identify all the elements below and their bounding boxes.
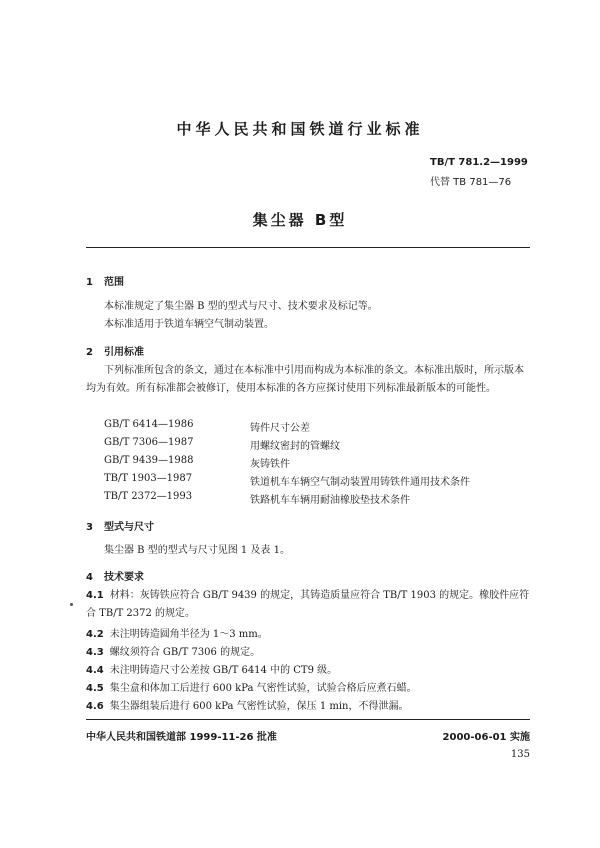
standard-org-header: 中华人民共和国铁道行业标准 xyxy=(176,120,424,138)
standard-code: TB/T 781.2—1999 xyxy=(430,157,528,168)
section-number: 4 xyxy=(86,572,93,583)
ref-code: TB/T 1903—1987 xyxy=(104,473,193,484)
ref-title: 用螺纹密封的管螺纹 xyxy=(250,441,340,452)
document-title: 集尘器 B型 xyxy=(252,211,348,229)
section-title: 型式与尺寸 xyxy=(104,522,154,533)
requirement-text: 未注明铸造尺寸公差按 GB/T 6414 中的 CT9 级。 xyxy=(109,665,338,676)
requirement-item xyxy=(86,587,532,623)
section-title: 技术要求 xyxy=(104,572,144,583)
ref-title: 铸件尺寸公差 xyxy=(250,423,310,434)
requirement-item xyxy=(86,698,532,716)
scan-dot xyxy=(70,603,73,606)
requirement-text: 集尘盒和体加工后进行 600 kPa 气密性试验，试验合格后应煮石蜡。 xyxy=(109,683,417,694)
section-2-heading xyxy=(86,343,144,358)
ref-title: 灰铸铁件 xyxy=(250,459,290,470)
requirement-item xyxy=(86,680,532,698)
section-3-text: 集尘器 B 型的型式与尺寸见图 1 及表 1。 xyxy=(104,545,290,556)
section-title: 范围 xyxy=(104,277,124,288)
section-1-line-2: 本标准适用于铁道车辆空气制动装置。 xyxy=(104,319,274,330)
requirement-item xyxy=(86,644,532,662)
requirement-number: 4.6 xyxy=(86,701,104,712)
section-number: 3 xyxy=(86,522,93,533)
section-3-heading xyxy=(86,518,154,533)
section-2-intro: 下列标准所包含的条文，通过在本标准中引用而构成为本标准的条文。本标准出版时，所示版本均为有效。所有标准都会被修订，使用本标准的各方应探讨使用下列标准最新版本的可能性。 xyxy=(86,365,524,394)
requirement-number: 4.5 xyxy=(86,683,104,694)
requirement-number: 4.4 xyxy=(86,665,104,676)
requirement-item xyxy=(86,626,532,644)
requirement-number: 4.2 xyxy=(86,629,104,640)
requirement-number: 4.1 xyxy=(86,590,104,601)
section-1-heading xyxy=(86,273,124,288)
ref-title: 铁路机车车辆用耐油橡胶垫技术条件 xyxy=(250,495,410,506)
replaces-code: 代替 TB 781—76 xyxy=(430,177,512,188)
ref-code: GB/T 6414—1986 xyxy=(104,419,194,430)
requirement-number: 4.3 xyxy=(86,647,104,658)
approval-line: 中华人民共和国铁道部 1999-11-26 批准 xyxy=(86,732,277,743)
implementation-date: 2000-06-01 实施 xyxy=(442,732,530,743)
section-number: 2 xyxy=(86,347,93,358)
requirement-text: 未注明铸造圆角半径为 1～3 mm。 xyxy=(109,629,268,640)
ref-code: GB/T 9439—1988 xyxy=(104,455,194,466)
requirement-text: 材料：灰铸铁应符合 GB/T 9439 的规定，其铸造质量应符合 TB/T 1903 的规定。橡胶件应符合 TB/T 2372 的规定。 xyxy=(86,590,530,619)
ref-code: TB/T 2372—1993 xyxy=(104,491,193,502)
requirement-text: 集尘器组装后进行 600 kPa 气密性试验，保压 1 min，不得泄漏。 xyxy=(109,701,409,712)
page-number: 135 xyxy=(510,749,530,760)
section-number: 1 xyxy=(86,277,93,288)
section-1-line-1: 本标准规定了集尘器 B 型的型式与尺寸、技术要求及标记等。 xyxy=(104,301,378,312)
ref-title: 铁道机车车辆空气制动装置用铸铁件通用技术条件 xyxy=(250,477,470,488)
ref-code: GB/T 7306—1987 xyxy=(104,437,194,448)
section-title: 引用标准 xyxy=(104,347,144,358)
footer-divider xyxy=(86,719,530,720)
requirement-item xyxy=(86,662,532,680)
section-4-heading xyxy=(86,568,144,583)
requirement-text: 螺纹须符合 GB/T 7306 的规定。 xyxy=(109,647,261,658)
title-divider xyxy=(86,247,530,248)
